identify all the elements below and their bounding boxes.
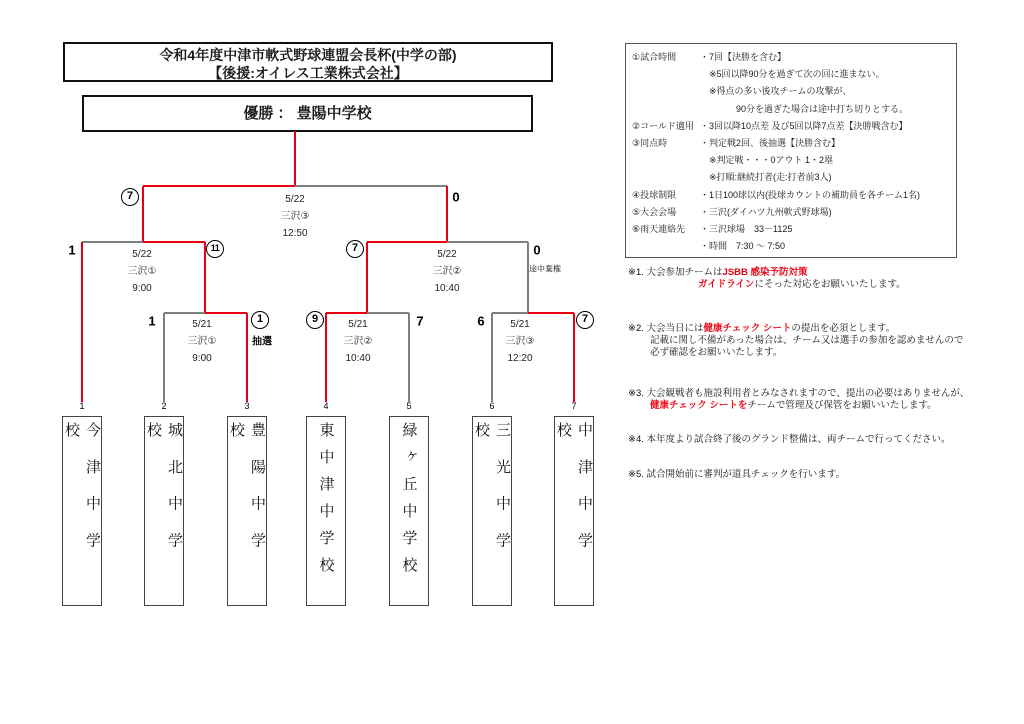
rule-row [632,135,956,152]
final-right-score: 0 [452,189,460,205]
match-date: 5/21 [348,319,368,330]
team-number-1: 1 [79,401,85,411]
rule-label: ④投球制限 [632,189,677,200]
rule-row [632,204,956,221]
team-name: 今津中学校 [63,422,101,569]
sf2-forfeit-note: 途中棄権 [529,264,561,274]
note-id: ※2. [628,323,644,334]
note-id: ※1. [628,267,644,278]
rule-row [632,169,956,186]
note-text: 必ず確認をお願いいたします。 [650,347,783,358]
bracket-connector [367,312,409,314]
match-date: 5/22 [285,194,305,205]
team-box-1 [62,416,102,606]
note-text: 大会当日には [646,323,704,334]
bracket-connector [142,186,145,242]
rule-row [632,66,956,83]
rule-label [632,101,700,118]
team-number-3: 3 [244,401,250,411]
note-2 [628,323,963,359]
bracket-connector [294,131,297,186]
team-number-5: 5 [406,401,412,411]
bracket-connector [527,242,529,313]
rule-text: ※打順:継続打者(走:打者前3人) [700,172,832,183]
bracket-connector [528,312,574,315]
rule-label: ①試合時間 [632,52,677,62]
team-name: 城北中学校 [145,422,183,569]
match-time: 12:20 [507,353,533,364]
final-left-score-winner: 7 [121,188,139,206]
note-text: チームで管理及び保管をお願いいたします。 [747,400,937,411]
rule-label: ⑥雨天連絡先 [632,224,686,235]
team-name: 三光中学校 [473,422,511,569]
rule-label: ②コールド適用 [632,120,694,131]
match-g1-info [160,316,244,367]
note-red-text: JSBB 感染予防対策 [722,267,808,278]
team-box-4 [306,416,346,606]
rule-label [632,169,700,186]
team-number-7: 7 [571,401,577,411]
g3-right-score-winner: 7 [576,311,594,329]
team-name: 東中津中学校 [317,422,335,584]
rule-row [632,187,956,204]
rule-label [632,83,700,100]
title-box [63,42,553,82]
team-box-3 [227,416,267,606]
rule-row [632,49,956,66]
rule-text: ・7回【決勝を含む】 [700,52,787,62]
bracket-connector [164,312,205,314]
team-number-4: 4 [323,401,329,411]
note-1 [628,267,906,291]
team-name: 中津中学校 [555,422,593,569]
note-4 [628,434,951,446]
note-3 [628,388,969,412]
note-red-text: 健康チェック シート [703,323,792,334]
match-time: 10:40 [434,283,460,294]
bracket-connector [447,241,528,243]
note-text: 大会観戦者も施設利用者とみなされますので、提出の必要はありませんが、 [646,388,970,399]
champion-box [82,95,533,132]
team-box-6 [472,416,512,606]
team-name: 豊陽中学校 [228,422,266,569]
match-venue: 三沢③ [505,336,535,347]
note-red-text: ガイドライン [698,279,755,290]
match-time: 9:00 [132,283,152,294]
rule-text: ・三沢(ダイハツ九州軟式野球場) [700,206,832,217]
bracket-connector [81,242,84,402]
bracket-connector [408,313,410,402]
rule-label [632,66,700,83]
rule-row [632,101,956,118]
match-g3-info [477,313,562,367]
rule-label: ⑤大会会場 [632,206,677,217]
rule-label [632,238,700,255]
match-date: 5/22 [132,249,152,260]
match-date: 5/21 [510,319,530,330]
match-date: 5/21 [192,319,212,330]
bracket-connector [367,241,447,244]
title-line-2: 【後援:オイレス工業株式会社】 [208,65,408,81]
sf1-left-score: 1 [68,242,76,258]
rule-row [632,118,956,135]
rule-label: ③同点時 [632,138,668,149]
rule-text: ・3回以降10点差 及び5回以降7点差【決勝戦含む】 [700,120,908,131]
note-id: ※3. [628,388,644,399]
team-number-2: 2 [161,401,167,411]
note-text: 記載に関し不備があった場合は、チーム又は選手の参加を認めませんので [650,335,964,346]
note-text: の提出を必須とします。 [791,323,896,334]
rule-text: ・時間 7:30 ～ 7:50 [700,241,786,252]
rule-text: 90分を過ぎた場合は途中打ち切りとする。 [700,103,909,114]
g2-right-score: 7 [416,313,424,329]
bracket-connector [82,241,143,243]
team-box-2 [144,416,184,606]
match-venue: 三沢① [187,336,217,347]
match-final-info [253,191,337,242]
note-text: 本年度より試合終了後のグランド整備は、両チームで行ってください。 [646,434,951,445]
team-name: 緑ヶ丘中学校 [400,422,418,584]
title-line-1: 令和4年度中津市軟式野球連盟会長杯(中学の部) [159,47,457,63]
rule-text: ・判定戦2回、後抽選【決勝含む】 [700,138,841,149]
g1-lottery-note: 抽選 [252,336,272,348]
champion-text: 優勝 ： 豊陽中学校 [243,105,372,122]
team-box-5 [389,416,429,606]
rule-text: ・1日100球以内(投球カウントの補助員を各チーム1名) [700,189,921,200]
note-id: ※5. [628,469,644,480]
sf2-left-score-winner: 7 [346,240,364,258]
note-5 [628,469,845,481]
rule-row [632,152,956,169]
bracket-connector [366,242,369,313]
team-number-6: 6 [489,401,495,411]
g3-left-score: 6 [477,313,485,329]
team-box-7 [554,416,594,606]
match-venue: 三沢① [127,266,157,277]
rule-text: ※得点の多い後攻チームの攻撃が、 [700,86,852,97]
bracket-connector [205,312,247,315]
rule-text: ※5回以降90分を過ぎて次の回に進まない。 [700,69,885,80]
rule-text: ※判定戦・・・0アウト 1・2塁 [700,155,834,166]
g1-right-score-winner: 1 [251,311,269,329]
bracket-connector [143,185,295,188]
rule-row [632,238,956,255]
bracket-connector [143,241,205,244]
bracket-connector [295,185,447,187]
rule-text: ・三沢球場 33－1125 [700,224,793,235]
g2-left-score-winner: 9 [306,311,324,329]
match-time: 9:00 [192,353,212,364]
bracket-connector [246,313,249,402]
match-time: 12:50 [282,228,308,239]
rule-row [632,221,956,238]
note-text: 大会参加チームは [646,267,723,278]
match-date: 5/22 [437,249,457,260]
bracket-connector [492,312,528,314]
match-g2-info [316,316,400,367]
rules-panel [625,43,957,258]
match-venue: 三沢② [432,266,462,277]
match-sf1-info [100,246,184,297]
bracket-connector [446,186,449,242]
bracket-connector [326,312,367,315]
note-text: にそった対応をお願いいたします。 [754,279,906,290]
bracket-connector [573,313,576,402]
match-venue: 三沢② [343,336,373,347]
rule-row [632,83,956,100]
g1-left-score: 1 [148,313,156,329]
note-text: 試合開始前に審判が道具チェックを行います。 [646,469,845,480]
match-venue: 三沢③ [280,211,310,222]
sf1-right-score-winner: 11 [206,240,224,258]
note-red-text: 健康チェック シートを [650,400,748,411]
match-sf2-info [405,246,489,297]
note-id: ※4. [628,434,644,445]
sf2-right-score: 0 [533,242,541,258]
rule-label [632,152,700,169]
match-time: 10:40 [345,353,371,364]
